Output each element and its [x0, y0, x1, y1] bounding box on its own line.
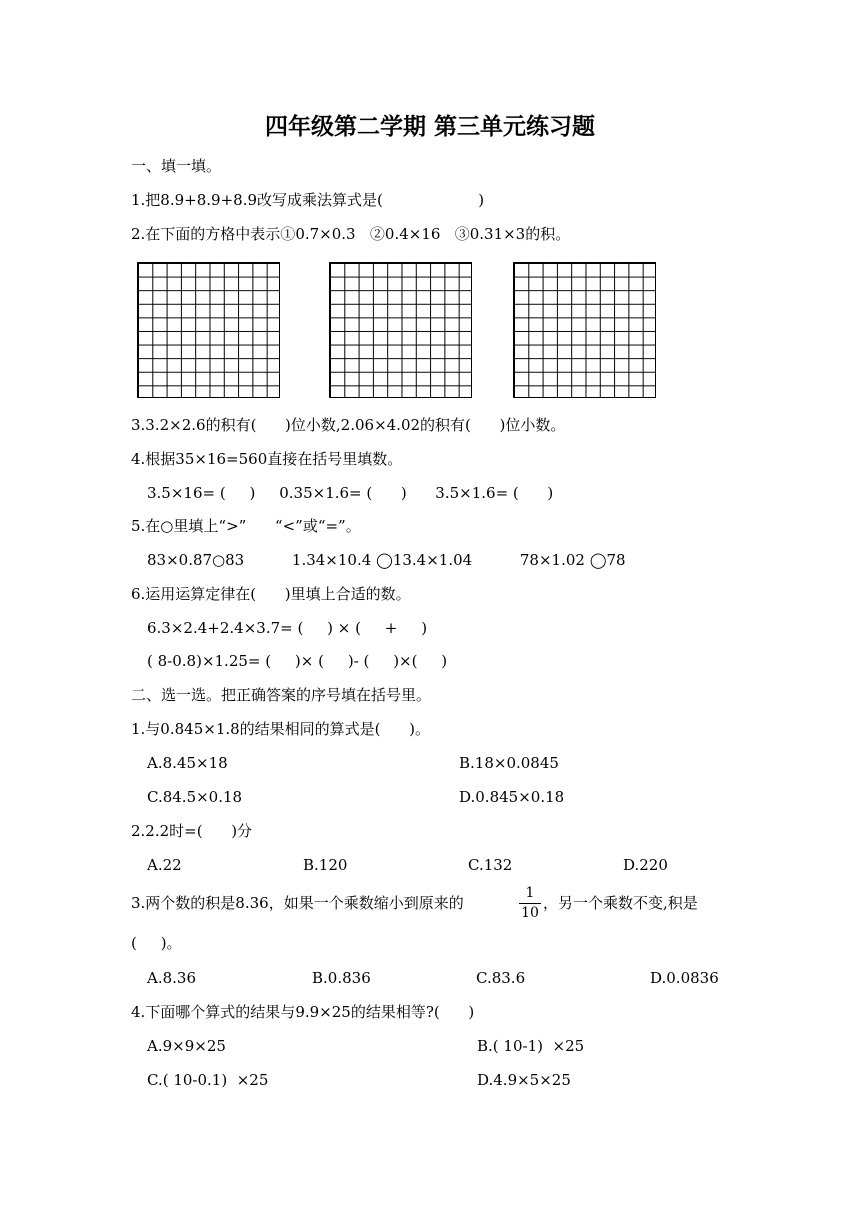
question-1-1: 1.把8.9+8.9+8.9改写成乘法算式是( ) [131, 191, 485, 209]
question-2-3-part2: ，另一个乘数不变,积是 [543, 894, 698, 912]
section2-heading: 二、选一选。把正确答案的序号填在括号里。 [131, 686, 432, 704]
grid-2 [329, 262, 472, 398]
option-2-1-d: D.0.845×0.18 [459, 788, 565, 806]
fraction-denominator: 10 [521, 905, 539, 921]
question-1-6: 6.运用运算定律在( )里填上合适的数。 [131, 585, 411, 603]
fraction-numerator: 1 [525, 885, 535, 901]
option-2-4-a: A.9×9×25 [147, 1037, 226, 1055]
option-2-3-d: D.0.0836 [650, 969, 719, 987]
question-2-1: 1.与0.845×1.8的结果相同的算式是( )。 [131, 720, 430, 738]
option-2-3-c: C.83.6 [476, 969, 526, 987]
question-1-4: 4.根据35×16=560直接在括号里填数。 [131, 450, 403, 468]
option-2-1-c: C.84.5×0.18 [147, 788, 243, 806]
option-2-1-a: A.8.45×18 [147, 754, 228, 772]
option-2-2-b: B.120 [303, 856, 348, 874]
option-2-4-c: C.( 10-0.1) ×25 [147, 1071, 269, 1089]
question-2-3-part1: 3.两个数的积是8.36，如果一个乘数缩小到原来的 [131, 894, 464, 912]
question-1-3: 3.3.2×2.6的积有( )位小数,2.06×4.02的积有( )位小数。 [131, 416, 566, 434]
option-2-4-b: B.( 10-1) ×25 [477, 1037, 585, 1055]
question-2-3-part3: ( )。 [131, 934, 182, 952]
page-title: 四年级第二学期 第三单元练习题 [264, 113, 595, 140]
option-2-3-b: B.0.836 [312, 969, 371, 987]
question-1-5: 5.在○里填上“>” “<”或“=”。 [131, 517, 361, 535]
question-1-5-items: 83×0.87○83 1.34×10.4 ◯13.4×1.04 78×1.02 ◯78 [147, 551, 626, 569]
question-1-6-a: 6.3×2.4+2.4×3.7= ( ) × ( + ) [147, 619, 428, 637]
fraction-one-tenth [519, 885, 541, 922]
option-2-2-d: D.220 [623, 856, 668, 874]
option-2-3-a: A.8.36 [147, 969, 196, 987]
question-1-2: 2.在下面的方格中表示①0.7×0.3 ②0.4×16 ③0.31×3的积。 [131, 225, 571, 243]
grid-3 [513, 262, 656, 398]
section1-heading: 一、填一填。 [131, 157, 222, 175]
question-1-6-b: ( 8-0.8)×1.25= ( )× ( )- ( )×( ) [147, 652, 448, 670]
question-2-4: 4.下面哪个算式的结果与9.9×25的结果相等?( ) [131, 1003, 475, 1021]
question-1-4-items: 3.5×16= ( ) 0.35×1.6= ( ) 3.5×1.6= ( ) [147, 484, 554, 502]
fraction-bar [519, 903, 541, 904]
option-2-1-b: B.18×0.0845 [459, 754, 559, 772]
option-2-4-d: D.4.9×5×25 [477, 1071, 571, 1089]
option-2-2-a: A.22 [147, 856, 182, 874]
grid-1 [137, 262, 280, 398]
question-2-2: 2.2.2时=( )分 [131, 822, 253, 840]
option-2-2-c: C.132 [468, 856, 513, 874]
